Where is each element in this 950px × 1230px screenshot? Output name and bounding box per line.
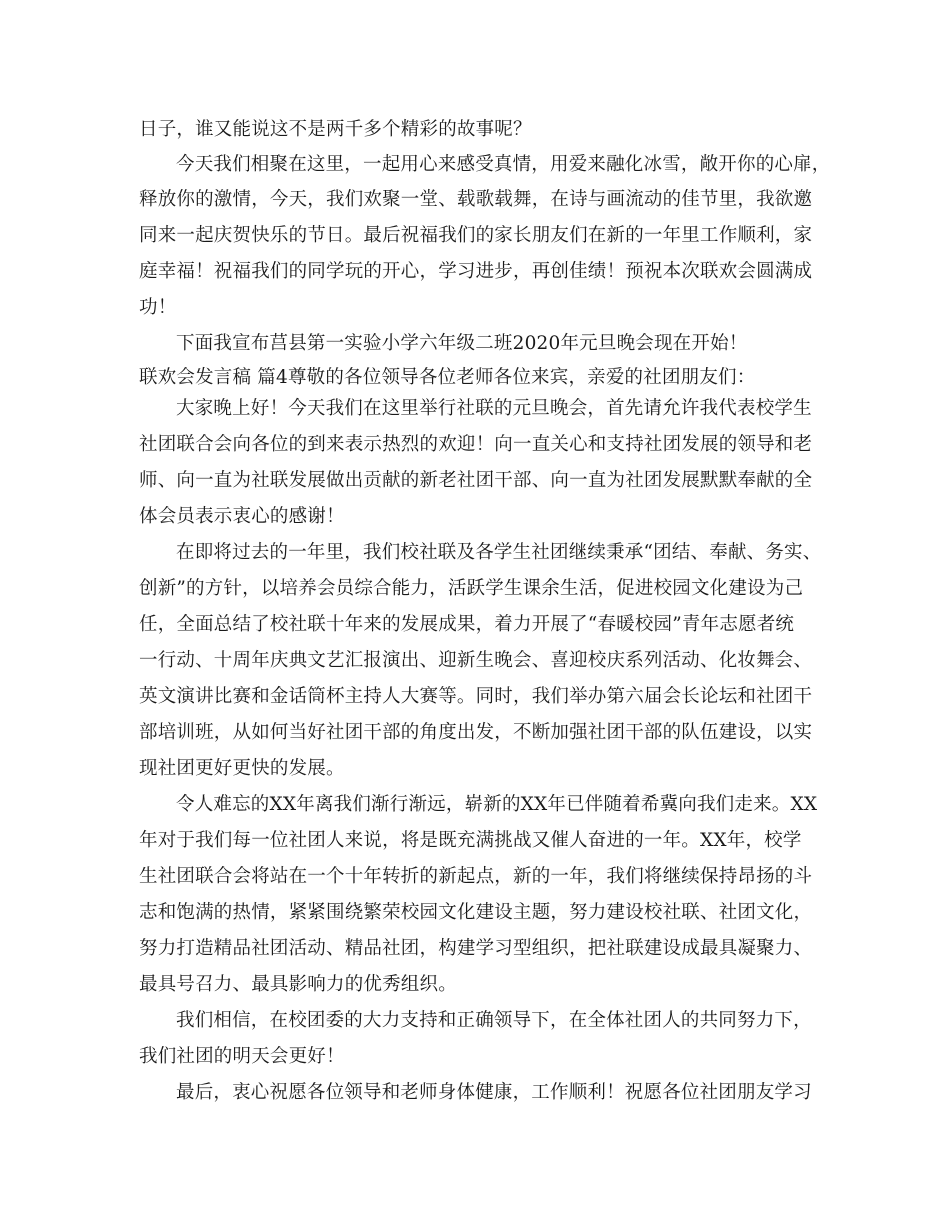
text-line: 日子，谁又能说这不是两千多个精彩的故事呢？ xyxy=(139,119,532,140)
text-line: 部培训班，从如何当好社团干部的角度出发，不断加强社团干部的队伍建设，以实 xyxy=(139,722,813,743)
text-line: 创新”的方针，以培养会员综合能力，活跃学生课余生活，促进校园文化建设为己 xyxy=(139,578,804,599)
text-line: 志和饱满的热情，紧紧围绕繁荣校园文化建设主题，努力建设校社联、社团文化， xyxy=(139,902,813,923)
text-line: 功！ xyxy=(139,297,177,318)
text-line: 年对于我们每一位社团人来说，将是既充满挑战又催人奋进的一年。XX年，校学 xyxy=(139,830,802,851)
text-line: 生社团联合会将站在一个十年转折的新起点，新的一年，我们将继续保持昂扬的斗 xyxy=(139,866,813,887)
text-line: 释放你的激情，今天，我们欢聚一堂、载歌载舞，在诗与画流动的佳节里，我欲邀 xyxy=(139,189,813,210)
text-line: 庭幸福！祝福我们的同学玩的开心，学习进步，再创佳绩！预祝本次联欢会圆满成 xyxy=(139,261,813,282)
section-heading-line: 联欢会发言稿 篇4尊敬的各位领导各位老师各位来宾，亲爱的社团朋友们： xyxy=(139,367,756,388)
text-line: 体会员表示衷心的感谢！ xyxy=(139,506,345,527)
text-line: 在即将过去的一年里，我们校社联及各学生社团继续秉承“团结、奉献、务实、 xyxy=(176,542,822,563)
text-line: 我们相信，在校团委的大力支持和正确领导下，在全体社团人的共同努力下， xyxy=(176,1010,812,1031)
text-line: 任，全面总结了校社联十年来的发展成果，着力开展了“春暖校园”青年志愿者统 xyxy=(139,614,795,635)
text-line: 英文演讲比赛和金话筒杯主持人大赛等。同时，我们举办第六届会长论坛和社团干 xyxy=(139,686,813,707)
text-line: 大家晚上好！今天我们在这里举行社联的元旦晚会，首先请允许我代表校学生 xyxy=(176,398,812,419)
text-line: 最后，衷心祝愿各位领导和老师身体健康，工作顺利！祝愿各位社团朋友学习 xyxy=(176,1082,812,1103)
text-line: 同来一起庆贺快乐的节日。最后祝福我们的家长朋友们在新的一年里工作顺利，家 xyxy=(139,225,813,246)
text-line: 令人难忘的XX年离我们渐行渐远，崭新的XX年已伴随着希冀向我们走来。XX xyxy=(176,794,818,815)
text-line: 一行动、十周年庆典文艺汇报演出、迎新生晚会、喜迎校庆系列活动、化妆舞会、 xyxy=(139,650,813,671)
text-line: 最具号召力、最具影响力的优秀组织。 xyxy=(139,974,457,995)
text-line: 现社团更好更快的发展。 xyxy=(139,758,345,779)
text-line: 下面我宣布莒县第一实验小学六年级二班2020年元旦晚会现在开始！ xyxy=(176,333,748,354)
text-line: 我们社团的明天会更好！ xyxy=(139,1046,345,1067)
text-line: 今天我们相聚在这里，一起用心来感受真情，用爱来融化冰雪，敞开你的心扉， xyxy=(176,154,831,175)
text-line: 社团联合会向各位的到来表示热烈的欢迎！向一直关心和支持社团发展的领导和老 xyxy=(139,434,813,455)
text-line: 努力打造精品社团活动、精品社团，构建学习型组织，把社联建设成最具凝聚力、 xyxy=(139,938,813,959)
text-line: 师、向一直为社联发展做出贡献的新老社团干部、向一直为社团发展默默奉献的全 xyxy=(139,470,813,491)
